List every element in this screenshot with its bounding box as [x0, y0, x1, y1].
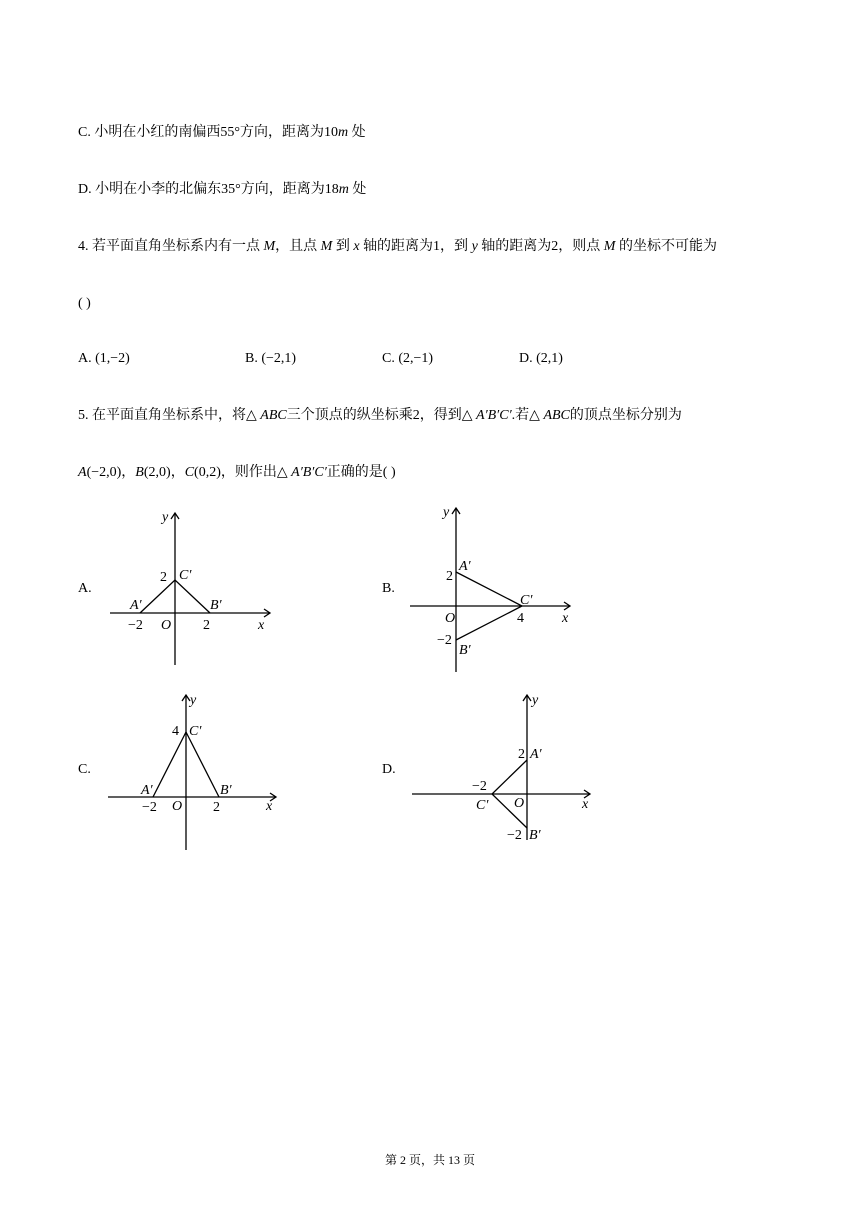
point-c-prime: C′	[476, 798, 489, 813]
page-footer: 第 2 页，共 13 页	[384, 1153, 475, 1167]
y-axis-label: y	[532, 693, 539, 708]
tick-label-y-pos: 2	[518, 747, 525, 762]
point-c-prime: C′	[179, 568, 192, 583]
y-axis-label: y	[190, 693, 197, 708]
tick-label-x-neg: −2	[128, 618, 143, 633]
point-a-prime: A′	[130, 598, 142, 613]
origin-label: O	[514, 796, 525, 811]
point-a-prime: A′	[459, 559, 471, 574]
point-a-prime: A′	[141, 783, 153, 798]
tick-label-y-neg: −2	[437, 633, 452, 648]
q3-option-c: C. 小明在小红的南偏西55°方向，距离为10m 处	[78, 125, 366, 140]
tick-label-x-neg: −2	[472, 779, 487, 794]
point-a-prime: A′	[530, 747, 542, 762]
q4-answer-paren: ( )	[78, 296, 91, 311]
origin-label: O	[445, 611, 456, 626]
figure-b-label: B.	[382, 581, 395, 596]
q4-option-a: A. (1,−2)	[78, 351, 130, 366]
figure-c-label: C.	[78, 762, 91, 777]
figure-a-label: A.	[78, 581, 92, 596]
figure-b	[410, 500, 580, 680]
x-axis-label: x	[582, 797, 589, 812]
origin-label: O	[161, 618, 172, 633]
tick-label-x-pos: 2	[203, 618, 210, 633]
q3-option-d: D. 小明在小李的北偏东35°方向，距离为18m 处	[78, 182, 367, 197]
y-axis-label: y	[443, 505, 450, 520]
x-axis-label: x	[258, 618, 265, 633]
point-b-prime: B′	[529, 828, 541, 843]
point-b-prime: B′	[459, 643, 471, 658]
figure-a	[110, 505, 280, 670]
origin-label: O	[172, 799, 183, 814]
tick-label-x-pos: 4	[517, 611, 524, 626]
x-axis-label: x	[266, 799, 273, 814]
q4-option-b: B. (−2,1)	[245, 351, 297, 366]
tick-label-x-neg: −2	[142, 800, 157, 815]
q4-option-d: D. (2,1)	[519, 351, 563, 366]
tick-label-y-neg: −2	[507, 828, 522, 843]
tick-label-x-pos: 2	[213, 800, 220, 815]
figure-c	[108, 690, 288, 855]
tick-label-y: 4	[172, 724, 179, 739]
tick-label-y: 2	[160, 570, 167, 585]
y-axis-label: y	[162, 510, 169, 525]
figure-d	[410, 690, 600, 855]
tick-label-y-pos: 2	[446, 569, 453, 584]
point-c-prime: C′	[520, 593, 533, 608]
q5-stem-line2: A(−2,0)，B(2,0)，C(0,2)，则作出△ A′B′C′正确的是( )	[78, 465, 396, 480]
point-c-prime: C′	[189, 724, 202, 739]
point-b-prime: B′	[220, 783, 232, 798]
q4-option-c: C. (2,−1)	[382, 351, 434, 366]
figure-d-label: D.	[382, 762, 396, 777]
q4-stem: 4. 若平面直角坐标系内有一点 M，且点 M 到 x 轴的距离为1，到 y 轴的距离为2，则点 M 的坐标不可能为	[78, 239, 717, 254]
point-b-prime: B′	[210, 598, 222, 613]
x-axis-label: x	[562, 611, 569, 626]
q5-stem-line1: 5. 在平面直角坐标系中，将△ ABC三个顶点的纵坐标乘2，得到△ A′B′C′.若△ ABC的顶点坐标分别为	[78, 408, 682, 423]
